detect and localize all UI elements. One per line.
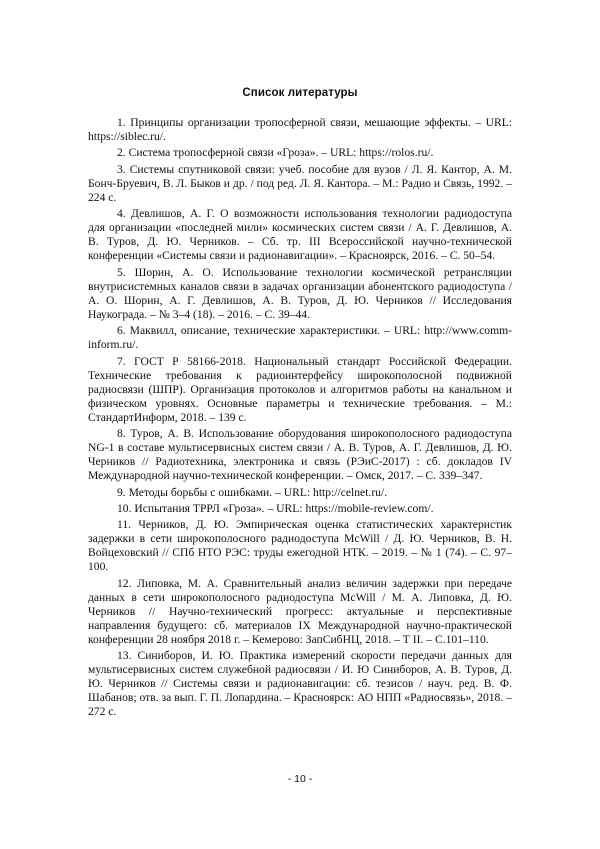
- page-number: - 10 -: [287, 773, 313, 785]
- reference-item-10: 10. Испытания ТРРЛ «Гроза». – URL: https://mobile-review.com/.: [117, 501, 434, 515]
- page-title: Список литературы: [242, 87, 358, 99]
- reference-item-2: 2. Система тропосферной связи «Гроза». – URL: https://rolos.ru/.: [117, 146, 434, 160]
- reference-item-12: 12. Липовка, М. А. Сравнительный анализ величин задержки при передаче данных в сети широкополосного радиодоступа McWill / М. А. Липовка, Д. Ю. Черников // Научно-технический прогресс: актуальные и перспективные направления будущего: сб. материалов IX Международной научно-практической конференции 28 ноября 2018 г. – Кемерово: ЗапСибНЦ, 2018. – Т II. – С.101–110.: [88, 576, 512, 646]
- reference-item-8: 8. Туров, А. В. Использование оборудования широкополосного радиодоступа NG-1 в составе мультисервисных систем связи / А. В. Туров, А. Г. Девлишов, Д. Ю. Черников // Радиотехника, электроника и связь (РЭиС-2017) : сб. докладов IV Международной научно-технической конференции. – Омск, 2017. – С. 339–347.: [88, 427, 512, 483]
- reference-item-3: 3. Системы спутниковой связи: учеб. пособие для вузов / Л. Я. Кантор, А. М. Бонч-Бруевич, В. Л. Быков и др. / под ред. Л. Я. Кантора. – М.: Радио и Связь, 1992. – 224 с.: [88, 162, 512, 204]
- reference-item-1: 1. Принципы организации тропосферной связи, мешающие эффекты. – URL: https://siblec.ru/.: [88, 116, 512, 144]
- reference-list: [88, 116, 512, 722]
- reference-item-6: 6. Маквилл, описание, технические характеристики. – URL: http://www.comm-inform.ru/.: [88, 324, 512, 352]
- reference-item-13: 13. Синиборов, И. Ю. Практика измерений скорости передачи данных для мультисервисных систем служебной радиосвязи / И. Ю Синиборов, А. В. Туров, Д. Ю. Черников // Системы связи и радионавигации: сб. тезисов / науч. ред. В. Ф. Шабанов; отв. за вып. Г. П. Лопардина. – Красноярск: АО НПП «Радиосвязь», 2018. – 272 с.: [88, 649, 512, 719]
- reference-item-11: 11. Черников, Д. Ю. Эмпирическая оценка статистических характеристик задержки в сети широкополосного радиодоступа McWill / Д. Ю. Черников, В. Н. Войцеховский // СПб НТО РЭС: труды ежегодной НТК. – 2019. – № 1 (74). – С. 97–100.: [88, 518, 512, 574]
- reference-item-4: 4. Девлишов, А. Г. О возможности использования технологии радиодоступа для организации «последней мили» космических систем связи / А. Г. Девлишов, А. В. Туров, Д. Ю. Черников. – Сб. тр. III Всероссийской научно-технической конференции «Системы связи и радионавигации». – Красноярск, 2016. – С. 50–54.: [88, 207, 512, 263]
- reference-item-5: 5. Шорин, А. О. Использование технологии космической ретрансляции внутрисистемных каналов связи в задачах организации абонентского радиодоступа / А. О. Шорин, А. Г. Девлишов, А. В. Туров, Д. Ю. Черников // Исследования Наукограда. – № 3–4 (18). – 2016. – С. 39–44.: [88, 265, 512, 321]
- reference-item-7: 7. ГОСТ Р 58166-2018. Национальный стандарт Российской Федерации. Технические требования к радиоинтерфейсу широкополосной подвижной радиосвязи (ШПР). Организация протоколов и алгоритмов работы на канальном и физическом уровнях. Основные параметры и технические требования. – М.: СтандартИнформ, 2018. – 139 с.: [88, 354, 512, 424]
- reference-item-9: 9. Методы борьбы с ошибками. – URL: http://celnet.ru/.: [117, 485, 388, 499]
